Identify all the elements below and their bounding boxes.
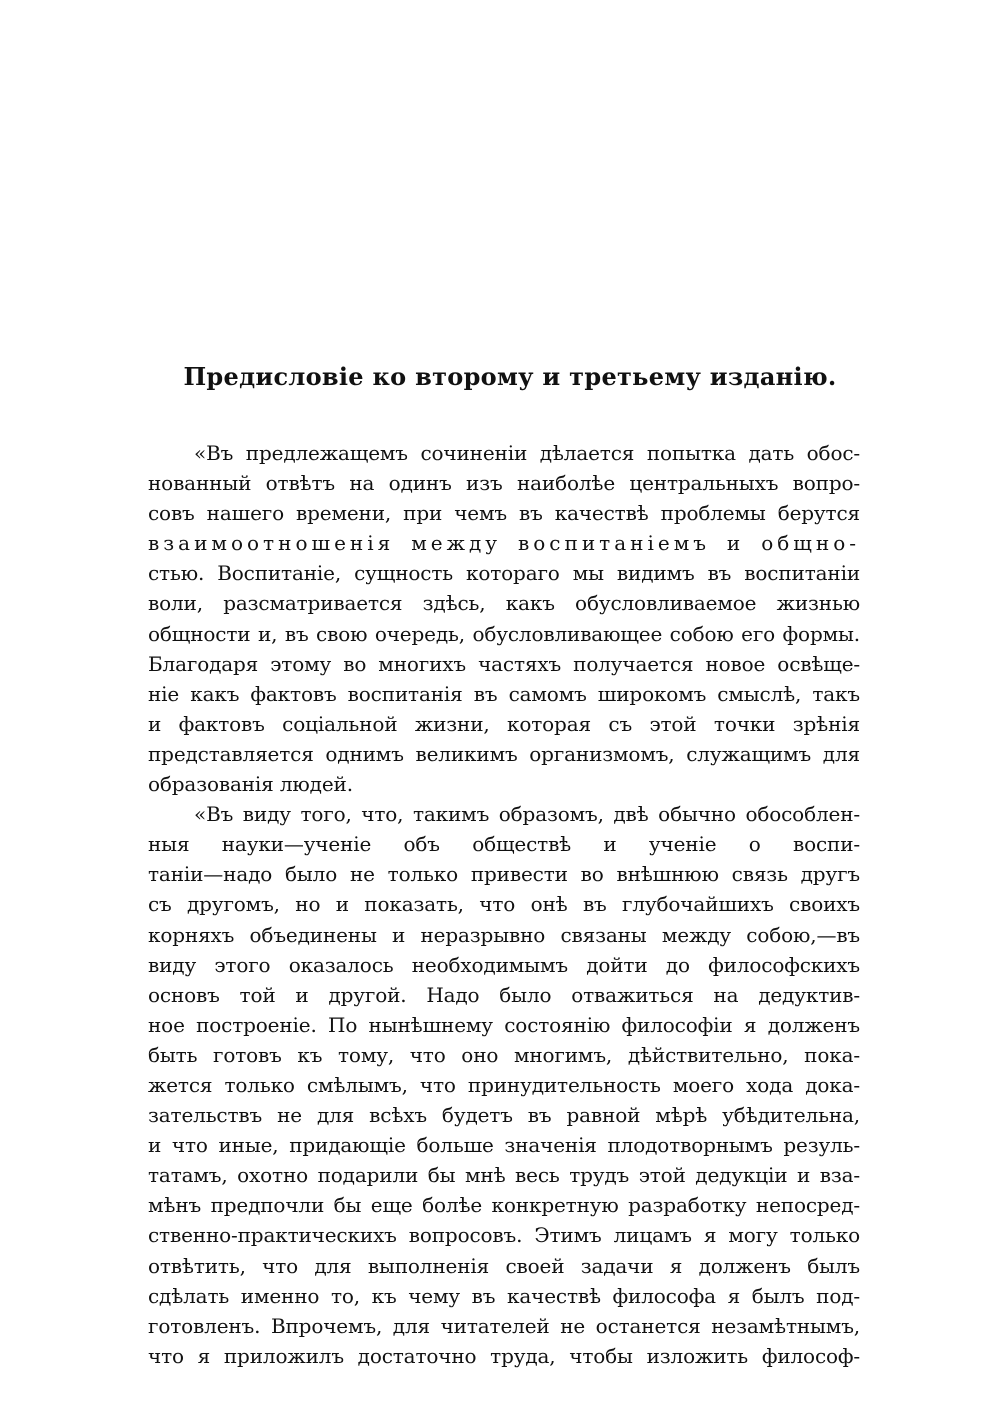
text-line: зательствъ не для всѣхъ будетъ въ равной мѣрѣ убѣдительна,	[148, 1103, 860, 1128]
text-line: виду этого оказалось необходимымъ дойти до философскихъ	[148, 952, 860, 977]
text-line: Благодаря этому во многихъ частяхъ получается новое освѣще-	[148, 651, 860, 676]
text-line: ніе какъ фактовъ воспитанія въ самомъ широкомъ смыслѣ, такъ	[148, 681, 860, 706]
text-line: нованный отвѣтъ на одинъ изъ наиболѣе центральныхъ вопро-	[148, 471, 860, 496]
text-line: и фактовъ соціальной жизни, которая съ этой точки зрѣнія	[148, 711, 860, 736]
text-line: что я приложилъ достаточно труда, чтобы изложить философ-	[148, 1343, 860, 1368]
text-line: воли, разсматривается здѣсь, какъ обусловливаемое жизнью	[148, 591, 860, 616]
text-line: «Въ предлежащемъ сочиненіи дѣлается попытка дать обос-	[194, 441, 860, 465]
text-line: готовленъ. Впрочемъ, для читателей не останется незамѣтнымъ,	[148, 1313, 860, 1338]
text-line: мѣнъ предпочли бы еще болѣе конкретную разработку непосред-	[148, 1193, 860, 1218]
paragraph-2	[148, 799, 860, 1371]
text-line: жется только смѣлымъ, что принудительность моего хода дока-	[148, 1072, 860, 1097]
page-title: Предисловіе ко второму и третьему изданію.	[183, 362, 837, 391]
text-line: стью. Воспитаніе, сущность котораго мы видимъ въ воспитаніи	[148, 561, 860, 586]
text-line: таніи—надо было не только привести во внѣшнюю связь другъ	[148, 862, 860, 887]
text-line: «Въ виду того, что, такимъ образомъ, двѣ обычно обособлен-	[194, 802, 860, 827]
text-line: и что иные, придающіе больше значенія плодотворнымъ резуль-	[148, 1133, 860, 1158]
text-line: быть готовъ къ тому, что оно многимъ, дѣйствительно, пока-	[148, 1042, 860, 1067]
text-line: съ другомъ, но и показать, что онѣ въ глубочайшихъ своихъ	[148, 892, 860, 917]
text-line: ственно-практическихъ вопросовъ. Этимъ лицамъ я могу только	[148, 1223, 860, 1248]
text-line: ныя науки—ученіе объ обществѣ и ученіе о воспи-	[148, 832, 860, 857]
text-line: образованія людей.	[148, 772, 353, 797]
text-line: ное построеніе. По нынѣшнему состоянію философіи я долженъ	[148, 1012, 860, 1037]
text-line: основъ той и другой. Надо было отважиться на дедуктив-	[148, 982, 860, 1007]
body-text	[148, 438, 860, 1371]
paragraph-1	[148, 438, 860, 799]
text-line: татамъ, охотно подарили бы мнѣ весь трудъ этой дедукціи и вза-	[148, 1163, 860, 1188]
text-line: совъ нашего времени, при чемъ въ качествѣ проблемы берутся	[148, 501, 860, 526]
text-line: корняхъ объединены и неразрывно связаны между собою,—въ	[148, 922, 860, 947]
text-line: представляется однимъ великимъ организмомъ, служащимъ для	[148, 741, 860, 766]
text-line: общности и, въ свою очередь, обусловливающее собою его формы.	[148, 621, 860, 646]
text-line: сдѣлать именно то, къ чему въ качествѣ философа я былъ под-	[148, 1283, 860, 1308]
text-line: взаимоотношенія между воспитаніемъ и общно-	[148, 531, 860, 556]
text-line: отвѣтить, что для выполненія своей задачи я долженъ былъ	[148, 1253, 860, 1278]
